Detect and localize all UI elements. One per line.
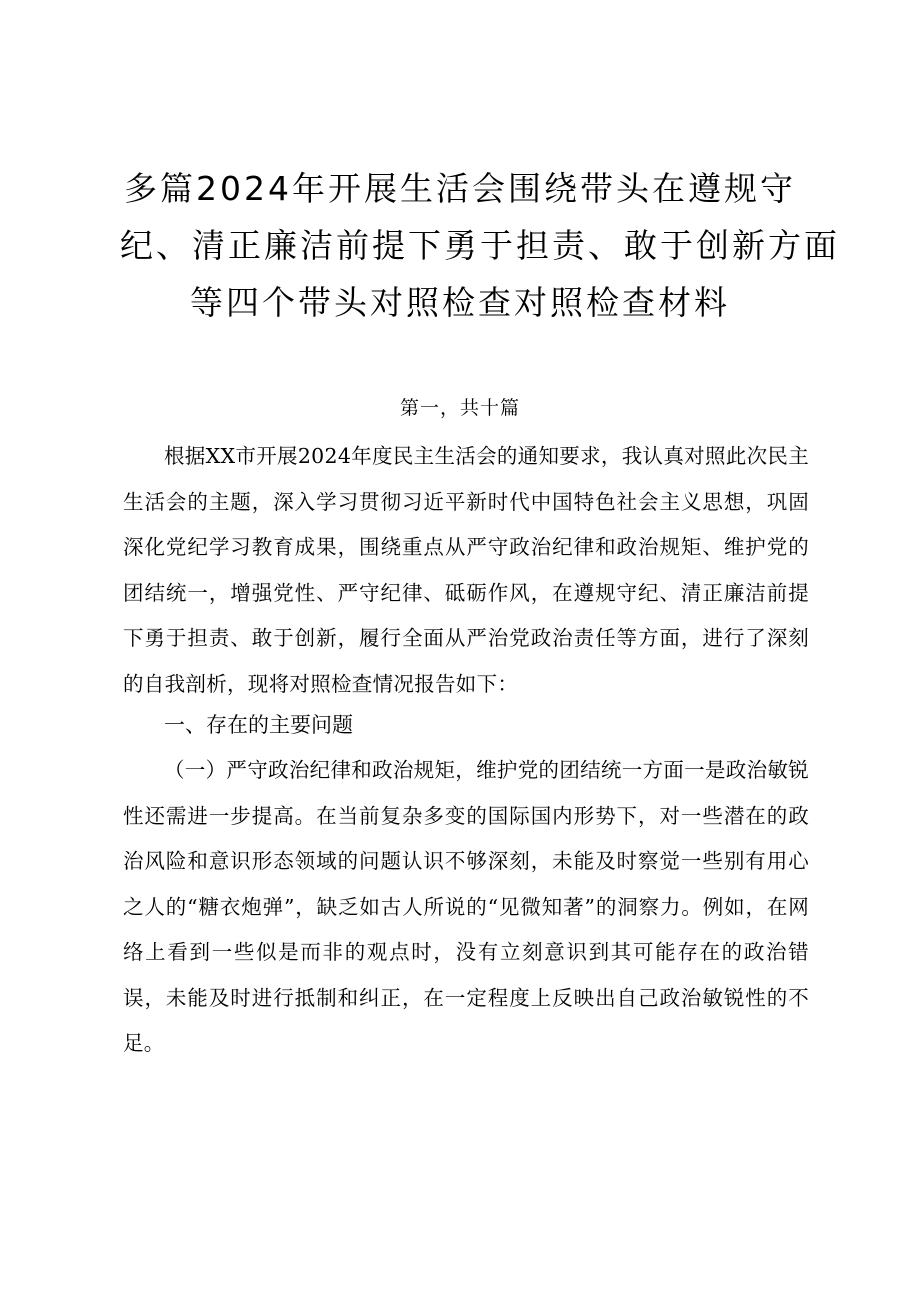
title-line-3: 等四个带头对照检查对照检查材料 [190,283,730,322]
title-line-1: 多篇2024年开展生活会围绕带头在遵规守 [124,169,796,208]
document-subtitle: 第一，共十篇 [399,397,520,419]
intro-paragraph: 根据XX市开展2024年度民主生活会的通知要求，我认真对照此次民主生活会的主题，深入学习贯彻习近平新时代中国特色社会主义思想，巩固深化党纪学习教育成果，围绕重点从严守政治纪律和政治规矩、维护党的团结统一，增强党性、严守纪律、砥砺作风，在遵规守纪、清正廉洁前提下勇于担责、敢于创新，履行全面从严治党政治责任等方面，进行了深刻的自我剖析，现将对照检查情况报告如下： [123,444,809,696]
document-title [120,160,840,331]
section-heading: 一、存在的主要问题 [164,713,353,737]
section-paragraph: （一）严守政治纪律和政治规矩，维护党的团结统一方面一是政治敏锐性还需进一步提高。在当前复杂多变的国际国内形势下，对一些潜在的政治风险和意识形态领域的问题认识不够深刻，未能及时察觉一些别有用心之人的“糖衣炮弹”，缺乏如古人所说的“见微知著”的洞察力。例如，在网络上看到一些似是而非的观点时，没有立刻意识到其可能存在的政治错误，未能及时进行抵制和纠正，在一定程度上反映出自己政治敏锐性的不足。 [123,758,809,1055]
title-line-2: 纪、清正廉洁前提下勇于担责、敢于创新方面 [120,226,840,265]
